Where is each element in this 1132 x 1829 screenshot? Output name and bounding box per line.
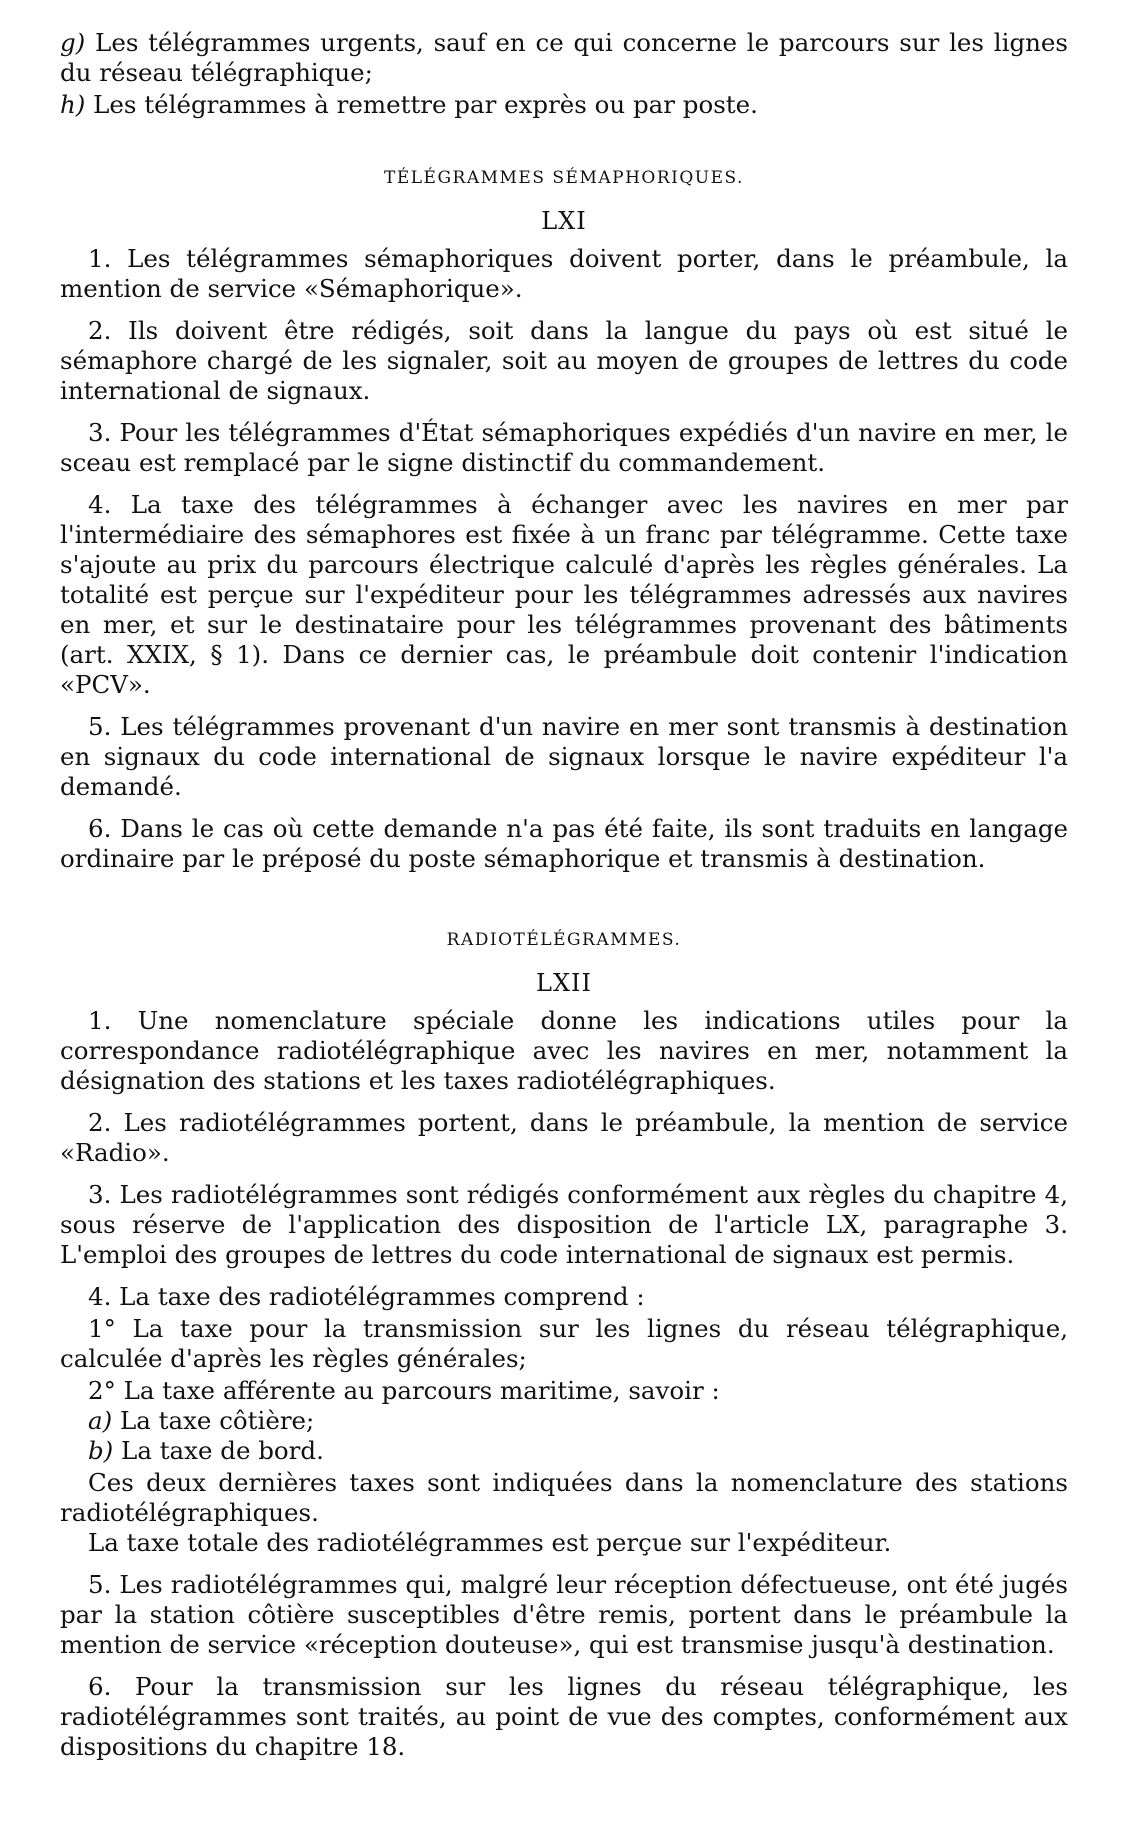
paragraph: 6. Dans le cas où cette demande n'a pas été faite, ils sont traduits en langage ordinaire par le préposé du poste sémaphorique et transmis à destination.: [60, 814, 1068, 873]
paragraph-note: La taxe totale des radiotélégrammes est perçue sur l'expéditeur.: [88, 1528, 892, 1557]
paragraph: 4. La taxe des télégrammes à échanger avec les navires en mer par l'intermédiaire des sémaphores est fixée à un franc par télégramme. Cette taxe s'ajoute au prix du parcours électrique calculé d'après les règles générales. La totalité est perçue sur l'expéditeur pour les télégrammes adressés aux navires en mer, et sur le destinataire pour les télégrammes provenant des bâtiments (art. XXIX, § 1). Dans ce dernier cas, le préambule doit contenir l'indication «PCV».: [60, 490, 1068, 699]
article-number-lxi: LXI: [541, 207, 587, 235]
section-heading-semaphoriques: TÉLÉGRAMMES SÉMAPHORIQUES.: [384, 168, 744, 188]
paragraph: 4. La taxe des radiotélégrammes comprend :: [88, 1282, 645, 1311]
paragraph: 3. Les radiotélégrammes sont rédigés conformément aux règles du chapitre 4, sous réserve de l'application des disposition de l'article LX, paragraphe 3. L'emploi des groupes de lettres du code international de signaux est permis.: [60, 1180, 1068, 1269]
paragraph-subitem: 2° La taxe afférente au parcours maritime, savoir :: [88, 1376, 720, 1405]
paragraph: 2. Les radiotélégrammes portent, dans le préambule, la mention de service «Radio».: [60, 1108, 1068, 1167]
paragraph: 2. Ils doivent être rédigés, soit dans la langue du pays où est situé le sémaphore chargé de les signaler, soit au moyen de groupes de lettres du code international de signaux.: [60, 316, 1068, 405]
paragraph-subitem: 1° La taxe pour la transmission sur les lignes du réseau télégraphique, calculée d'après les règles générales;: [60, 1314, 1068, 1373]
item-text: La taxe de bord.: [121, 1436, 324, 1465]
article-number-lxii: LXII: [536, 969, 592, 997]
item-letter: h): [60, 90, 86, 119]
item-letter: g): [60, 28, 86, 57]
section-heading-radiotelegrammes: RADIOTÉLÉGRAMMES.: [446, 930, 682, 950]
paragraph-subitem-a: [60, 1406, 1068, 1436]
item-letter: a): [88, 1406, 113, 1435]
intro-item-h: [60, 90, 1068, 120]
paragraph: 5. Les radiotélégrammes qui, malgré leur réception défectueuse, ont été jugés par la station côtière susceptibles d'être remis, portent dans le préambule la mention de service «réception douteuse», qui est transmise jusqu'à destination.: [60, 1570, 1068, 1659]
paragraph: 1. Une nomenclature spéciale donne les indications utiles pour la correspondance radiotélégraphique avec les navires en mer, notamment la désignation des stations et les taxes radiotélégraphiques.: [60, 1006, 1068, 1095]
item-letter: b): [88, 1436, 114, 1465]
paragraph-subitem-b: [60, 1436, 1068, 1466]
paragraph-note: Ces deux dernières taxes sont indiquées dans la nomenclature des stations radiotélégraphiques.: [60, 1468, 1068, 1527]
item-text: La taxe côtière;: [119, 1406, 315, 1435]
paragraph: 5. Les télégrammes provenant d'un navire en mer sont transmis à destination en signaux du code international de signaux lorsque le navire expéditeur l'a demandé.: [60, 712, 1068, 801]
intro-item-g: [60, 28, 1068, 88]
paragraph: 3. Pour les télégrammes d'État sémaphoriques expédiés d'un navire en mer, le sceau est remplacé par le signe distinctif du commandement.: [60, 418, 1068, 477]
item-text: Les télégrammes urgents, sauf en ce qui concerne le parcours sur les lignes du réseau télégraphique;: [60, 28, 1068, 87]
item-text: Les télégrammes à remettre par exprès ou par poste.: [93, 90, 758, 119]
paragraph: 6. Pour la transmission sur les lignes du réseau télégraphique, les radiotélégrammes sont traités, au point de vue des comptes, conformément aux dispositions du chapitre 18.: [60, 1672, 1068, 1761]
paragraph: 1. Les télégrammes sémaphoriques doivent porter, dans le préambule, la mention de service «Sémaphorique».: [60, 244, 1068, 303]
